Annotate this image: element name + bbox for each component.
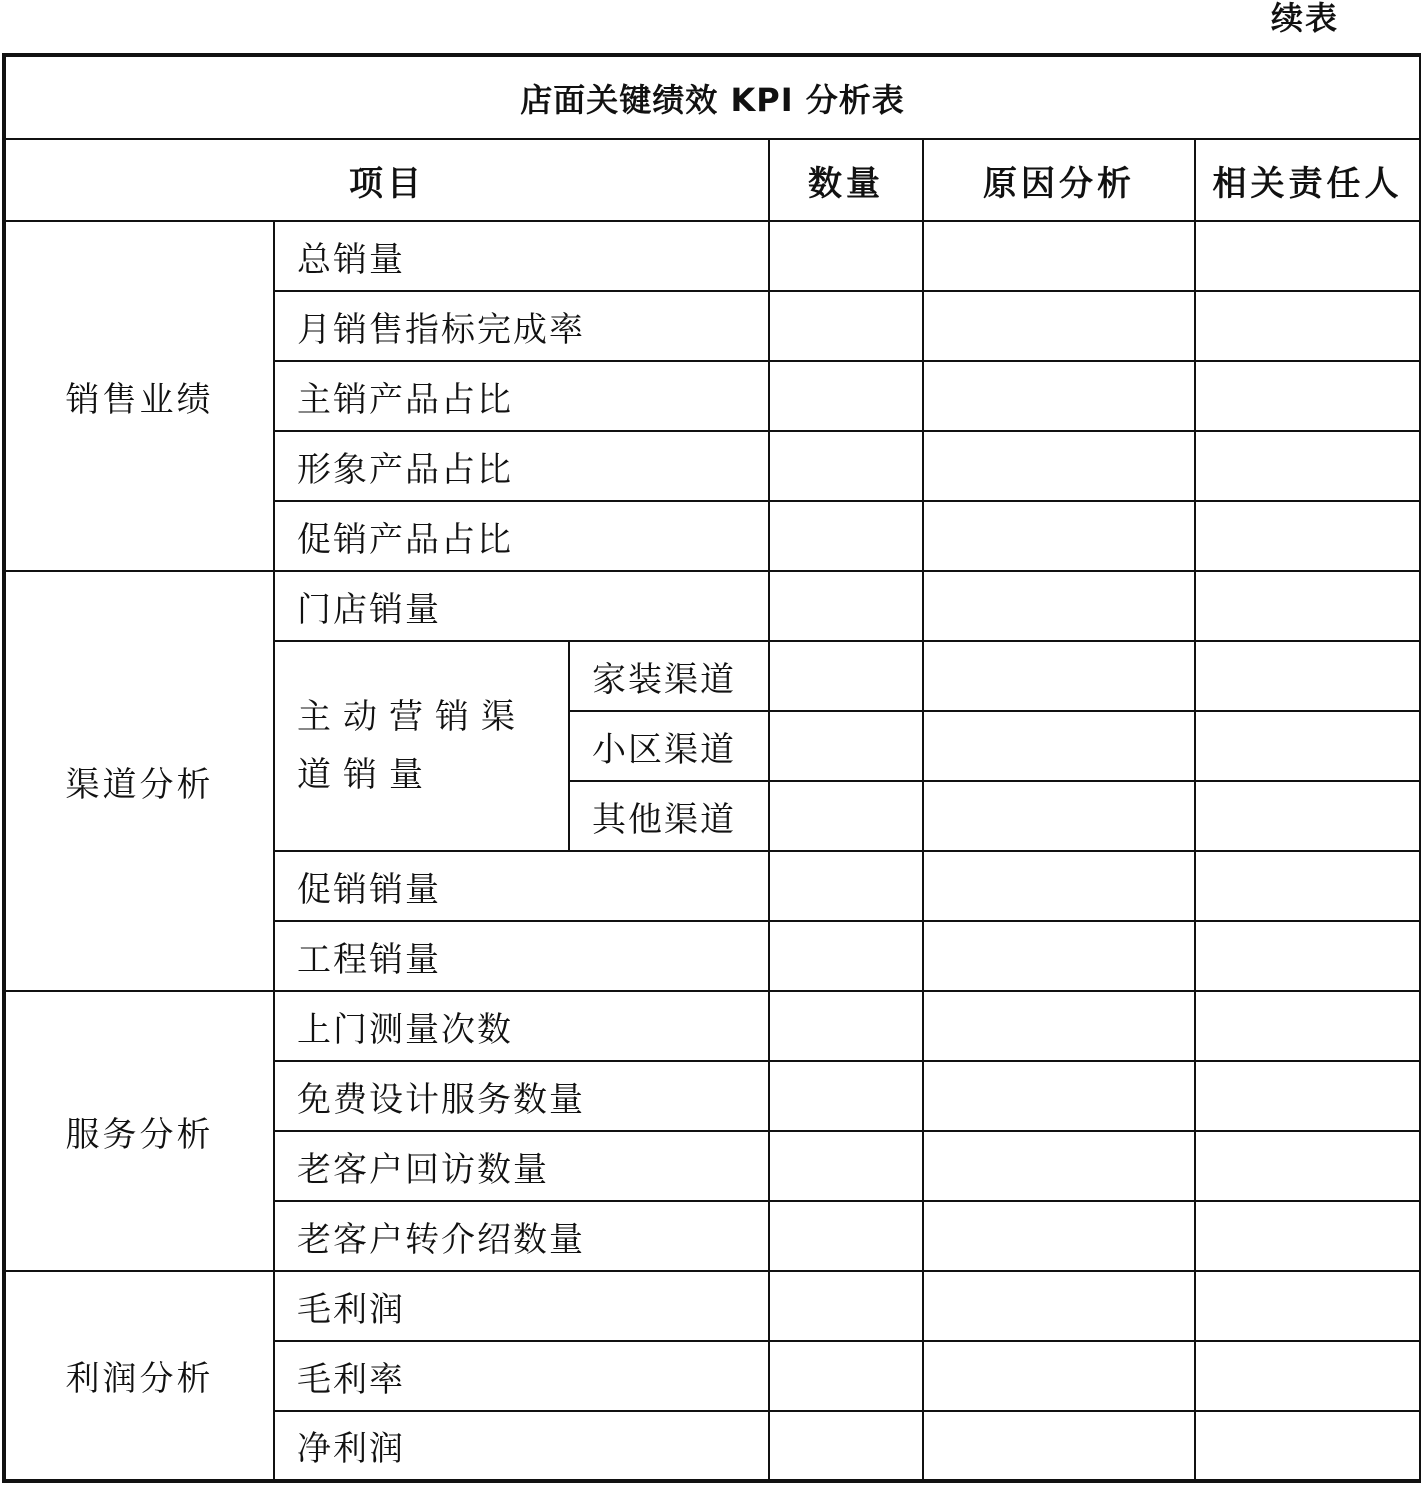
owner-cell <box>1195 501 1421 571</box>
table-header-row <box>4 139 1421 221</box>
owner-cell <box>1195 431 1421 501</box>
owner-cell <box>1195 221 1421 291</box>
reason-cell <box>923 361 1195 431</box>
quantity-cell <box>769 641 923 711</box>
item-label: 毛利润 <box>274 1271 769 1341</box>
item-label: 老客户回访数量 <box>274 1131 769 1201</box>
header-quantity: 数量 <box>769 139 923 221</box>
quantity-cell <box>769 851 923 921</box>
sub-item-label: 其他渠道 <box>569 781 769 851</box>
item-label: 门店销量 <box>274 571 769 641</box>
item-label: 促销销量 <box>274 851 769 921</box>
category-sales: 销售业绩 <box>4 221 274 571</box>
item-label: 月销售指标完成率 <box>274 291 769 361</box>
quantity-cell <box>769 291 923 361</box>
item-label: 净利润 <box>274 1411 769 1481</box>
item-label: 总销量 <box>274 221 769 291</box>
table-row <box>4 571 1421 641</box>
reason-cell <box>923 851 1195 921</box>
category-profit: 利润分析 <box>4 1271 274 1481</box>
quantity-cell <box>769 991 923 1061</box>
owner-cell <box>1195 991 1421 1061</box>
quantity-cell <box>769 361 923 431</box>
owner-cell <box>1195 781 1421 851</box>
sub-item-label: 家装渠道 <box>569 641 769 711</box>
owner-cell <box>1195 571 1421 641</box>
reason-cell <box>923 921 1195 991</box>
reason-cell <box>923 991 1195 1061</box>
item-label: 主销产品占比 <box>274 361 769 431</box>
header-reason: 原因分析 <box>923 139 1195 221</box>
owner-cell <box>1195 1201 1421 1271</box>
owner-cell <box>1195 641 1421 711</box>
quantity-cell <box>769 1201 923 1271</box>
reason-cell <box>923 781 1195 851</box>
quantity-cell <box>769 921 923 991</box>
quantity-cell <box>769 1061 923 1131</box>
item-label: 上门测量次数 <box>274 991 769 1061</box>
reason-cell <box>923 1341 1195 1411</box>
item-label: 免费设计服务数量 <box>274 1061 769 1131</box>
reason-cell <box>923 711 1195 781</box>
table-row <box>4 221 1421 291</box>
owner-cell <box>1195 291 1421 361</box>
owner-cell <box>1195 921 1421 991</box>
quantity-cell <box>769 501 923 571</box>
kpi-analysis-table <box>2 53 1421 1483</box>
reason-cell <box>923 221 1195 291</box>
item-group-label: 主动营销渠道销量 <box>274 641 569 851</box>
header-owner: 相关责任人 <box>1195 139 1421 221</box>
reason-cell <box>923 431 1195 501</box>
reason-cell <box>923 1061 1195 1131</box>
quantity-cell <box>769 571 923 641</box>
table-row <box>4 991 1421 1061</box>
reason-cell <box>923 1131 1195 1201</box>
quantity-cell <box>769 221 923 291</box>
owner-cell <box>1195 1131 1421 1201</box>
quantity-cell <box>769 431 923 501</box>
quantity-cell <box>769 1411 923 1481</box>
owner-cell <box>1195 1271 1421 1341</box>
quantity-cell <box>769 1341 923 1411</box>
owner-cell <box>1195 1061 1421 1131</box>
item-label: 促销产品占比 <box>274 501 769 571</box>
sub-item-label: 小区渠道 <box>569 711 769 781</box>
category-service: 服务分析 <box>4 991 274 1271</box>
item-label: 老客户转介绍数量 <box>274 1201 769 1271</box>
reason-cell <box>923 1411 1195 1481</box>
item-label: 毛利率 <box>274 1341 769 1411</box>
category-channel: 渠道分析 <box>4 571 274 991</box>
owner-cell <box>1195 1341 1421 1411</box>
item-label: 形象产品占比 <box>274 431 769 501</box>
continued-label: 续表 <box>1270 0 1339 37</box>
item-label: 工程销量 <box>274 921 769 991</box>
owner-cell <box>1195 361 1421 431</box>
owner-cell <box>1195 1411 1421 1481</box>
table-title-row <box>4 55 1421 139</box>
reason-cell <box>923 501 1195 571</box>
quantity-cell <box>769 1271 923 1341</box>
reason-cell <box>923 1201 1195 1271</box>
table-title: 店面关键绩效 KPI 分析表 <box>4 55 1421 139</box>
owner-cell <box>1195 851 1421 921</box>
reason-cell <box>923 1271 1195 1341</box>
header-item: 项目 <box>4 139 769 221</box>
quantity-cell <box>769 1131 923 1201</box>
table-row <box>4 1271 1421 1341</box>
quantity-cell <box>769 711 923 781</box>
reason-cell <box>923 291 1195 361</box>
owner-cell <box>1195 711 1421 781</box>
quantity-cell <box>769 781 923 851</box>
reason-cell <box>923 641 1195 711</box>
reason-cell <box>923 571 1195 641</box>
